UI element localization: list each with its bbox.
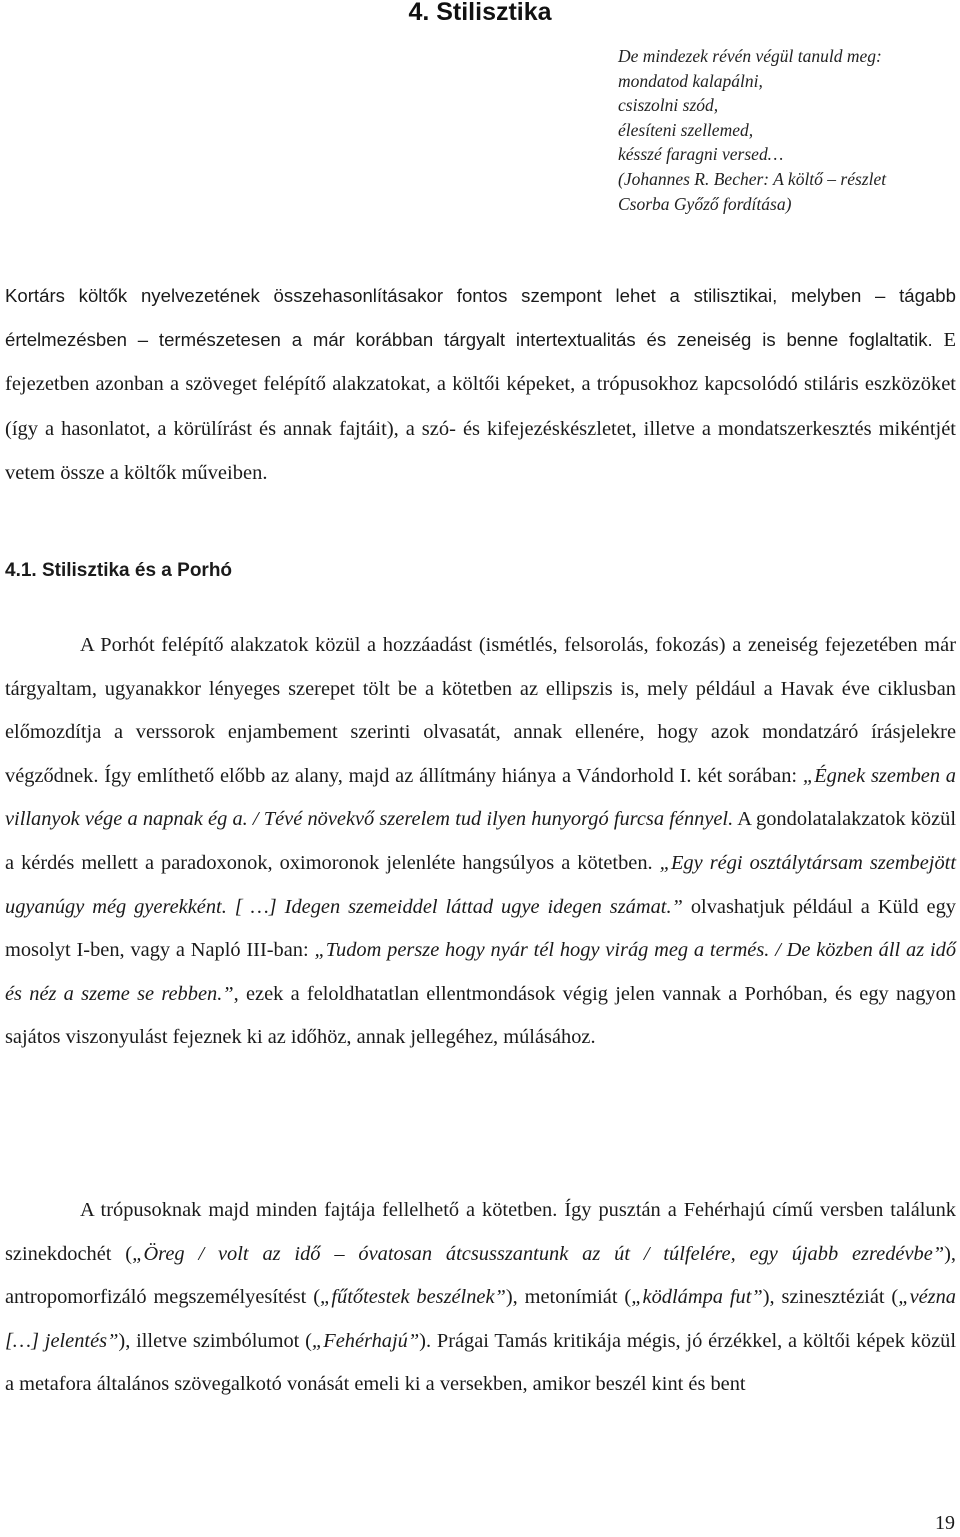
- paragraph-text: A gondolatalakzatok közül a kérdés mellett a paradoxonok, oximoronok jelenléte hangsúlyos a kötetben.: [5, 808, 957, 874]
- paragraph-text: ), illetve szimbólumot (: [118, 1329, 312, 1352]
- quotation: „Tudom persze hogy nyár tél hogy virág meg a termés. / De közben áll az idő és néz a szeme se rebben.”: [5, 939, 957, 1005]
- intro-paragraph: [5, 274, 956, 496]
- paragraph-text: ), szinesztéziát (: [762, 1286, 899, 1309]
- paragraph-text: olvashatjuk például a Küld egy mosolyt I-ben, vagy a Napló III-ban:: [5, 895, 956, 962]
- paragraph-text: ), antropomorfizáló megszemélyesítést (: [5, 1242, 956, 1309]
- epigraph-line: csiszolni szód,: [618, 95, 719, 116]
- page-number: 19: [935, 1512, 955, 1534]
- intro-text-part1: Kortárs költők nyelvezetének összehasonlításakor fontos szempont lehet a stilisztikai, melyben – tágabb értelmezésben – természetesen a már korábban tárgyalt intertextualitás és zeneiség is benne foglaltatik.: [5, 285, 956, 350]
- body-paragraph-ellipsis: [5, 624, 956, 1060]
- section-title: 4.1. Stilisztika és a Porhó: [5, 560, 233, 581]
- quotation: „Fehérhajú”: [311, 1329, 420, 1352]
- epigraph-line: élesíteni szellemed,: [618, 119, 754, 140]
- epigraph-line: Csorba Győző fordítása): [618, 193, 792, 214]
- quotation: „Öreg / volt az idő – óvatosan átcsusszantunk az út / túlfelére, egy újabb ezredévbe”: [132, 1242, 945, 1265]
- epigraph-line: késszé faragni versed…: [618, 144, 784, 165]
- paragraph-text: ), metonímiát (: [505, 1286, 632, 1309]
- paragraph-text: , ezek a feloldhatatlan ellentmondások végig jelen vannak a Porhóban, és egy nagyon sajátos viszonyulást fejeznek ki az időhöz, annak jellegéhez, múlásához.: [5, 982, 956, 1049]
- epigraph-line: mondatod kalapálni,: [618, 70, 763, 91]
- epigraph: [618, 44, 958, 216]
- quotation: „ködlámpa fut”: [631, 1286, 763, 1309]
- paragraph-text: A Porhót felépítő alakzatok közül a hozzáadást (ismétlés, felsorolás, fokozás) a zeneiség fejezetében már tárgyaltam, ugyanakkor lényeges szerepet tölt be a kötetben az ellipszis is, mely például a Havak éve ciklusban előmozdítja a verssorok enjambement szerinti olvasatát, annak ellenére, hogy azok mondatzáró írásjelekre végződnek. Így említhető előbb az alany, majd az állítmány hiánya a Vándorhold I. két sorában:: [5, 634, 956, 787]
- quotation: „vézna […] jelentés”: [5, 1286, 957, 1352]
- intro-text-part2: E fejezetben azonban a szöveget felépítő alakzatokat, a költői képeket, a trópusokhoz kapcsolódó stiláris eszközöket (így a hasonlatot, a körülírást és annak fajtáit), a szó- és kifejezéskészletet, illetve a mondatszerkesztés mikéntjét vetem össze a költők műveiben.: [5, 328, 956, 484]
- epigraph-line: De mindezek révén végül tanuld meg:: [618, 46, 882, 66]
- quotation: „Egy régi osztálytársam szembejött ugyanúgy még gyerekként. [ …] Idegen szemeiddel láttad ugye idegen számat.”: [5, 851, 956, 918]
- paragraph-text: ). Prágai Tamás kritikája mégis, jó érzékkel, a költői képek közül a metafora általános szövegalkotó vonását emeli ki a versekben, amikor beszél kint és bent: [5, 1329, 957, 1396]
- chapter-title: 4. Stilisztika: [408, 0, 552, 26]
- quotation: „Égnek szemben a villanyok vége a napnak ég a. / Tévé növekvő szerelem tud ilyen hunyorgó furcsa fénnyel.: [5, 764, 957, 831]
- epigraph-line: (Johannes R. Becher: A költő – részlet: [618, 168, 887, 189]
- paragraph-text: A trópusoknak majd minden fajtája fellelhető a kötetben. Így pusztán a Fehérhajú című versben találunk szinekdochét (: [5, 1199, 956, 1265]
- quotation: „fűtőtestek beszélnek”: [320, 1286, 506, 1309]
- body-paragraph-tropes: [5, 1189, 956, 1407]
